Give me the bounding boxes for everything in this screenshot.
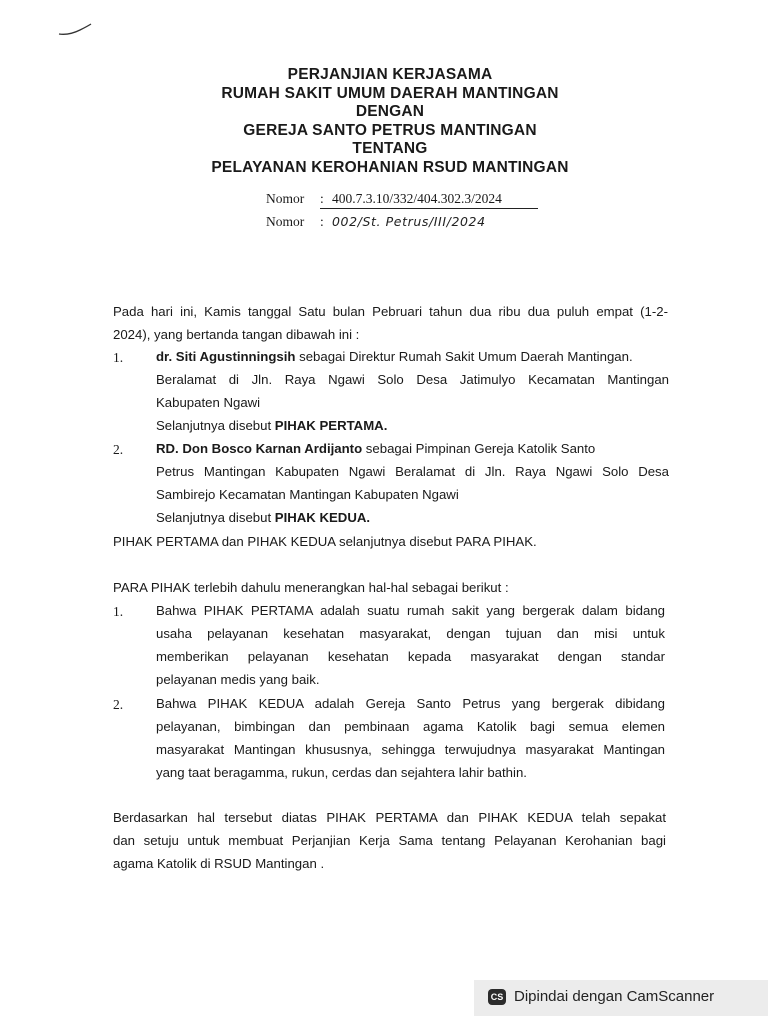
title-line: GEREJA SANTO PETRUS MANTINGAN [243, 121, 537, 139]
party1-number: 1. [113, 350, 124, 365]
party1-address: Beralamat di Jln. Raya Ngawi Solo Desa Jatimulyo Kecamatan Mantingan [156, 372, 669, 387]
party2-ref: PIHAK KEDUA. [274, 510, 371, 525]
nomor-row-1 [266, 191, 502, 207]
title-line: TENTANG [352, 140, 428, 157]
title-line: DENGAN [355, 103, 425, 120]
nomor-handwritten-value: 002/St. Petrus/III/2024 [332, 214, 486, 229]
party2-ref-prefix: Selanjutnya disebut [156, 510, 275, 525]
title-line: PELAYANAN KEROHANIAN RSUD MANTINGAN [211, 158, 569, 176]
party1-role: sebagai Direktur Rumah Sakit Umum Daerah Mantingan. [295, 349, 633, 364]
closing-line: Berdasarkan hal tersebut diatas PIHAK PERTAMA dan PIHAK KEDUA telah sepakat [113, 810, 666, 825]
party2-block [156, 437, 669, 529]
party1-block [156, 345, 669, 437]
nomor-row-2 [266, 214, 486, 230]
point1-line: memberikan pelayanan kesehatan kepada masyarakat dengan standar [156, 649, 665, 664]
opening-line: Pada hari ini, Kamis tanggal Satu bulan Pebruari tahun dua ribu dua puluh empat (1-2- [113, 304, 668, 319]
point1-block [156, 599, 665, 691]
nomor-value: 400.7.3.10/332/404.302.3/2024 [332, 191, 502, 206]
document-title [150, 66, 630, 177]
camscanner-logo-icon: CS [488, 989, 506, 1005]
nomor-colon: : [320, 214, 324, 229]
opening-line: 2024), yang bertanda tangan dibawah ini : [113, 327, 360, 342]
point1-line: Bahwa PIHAK PERTAMA adalah suatu rumah sakit yang bergerak dalam bidang [156, 603, 665, 618]
point2-line: pelayanan, bimbingan dan pembinaan agama Katolik bagi semua elemen [156, 719, 665, 734]
nomor-label: Nomor [266, 214, 305, 229]
closing-line: dan setuju untuk membuat Perjanjian Kerja Sama tentang Pelayanan Kerohanian bagi [113, 833, 666, 848]
title-line: PERJANJIAN KERJASAMA [287, 66, 493, 83]
party1-address: Kabupaten Ngawi [156, 395, 261, 410]
intro-statement [113, 576, 509, 599]
para-pihak-text: PIHAK PERTAMA dan PIHAK KEDUA selanjutnya disebut PARA PIHAK. [113, 534, 537, 549]
party2-role: sebagai Pimpinan Gereja Katolik Santo [362, 441, 596, 456]
opening-paragraph [113, 300, 668, 346]
party2-name: RD. Don Bosco Karnan Ardijanto [156, 441, 363, 456]
intro-text: PARA PIHAK terlebih dahulu menerangkan hal-hal sebagai berikut : [113, 580, 509, 595]
point2-line: masyarakat Mantingan khususnya, sehingga terwujudnya masyarakat Mantingan [156, 742, 665, 757]
party1-ref: PIHAK PERTAMA. [274, 418, 388, 433]
closing-line: agama Katolik di RSUD Mantingan . [113, 856, 325, 871]
point2-block [156, 692, 665, 784]
party2-address: Petrus Mantingan Kabupaten Ngawi Beralamat di Jln. Raya Ngawi Solo Desa [156, 464, 669, 479]
point1-number: 1. [113, 604, 124, 619]
nomor-colon: : [320, 191, 324, 206]
nomor-underline [320, 208, 538, 209]
party1-name: dr. Siti Agustinningsih [156, 349, 296, 364]
point2-number: 2. [113, 697, 124, 712]
point2-line: yang taat beragamma, rukun, cerdas dan sejahtera lahir bathin. [156, 765, 527, 780]
pen-mark [58, 22, 92, 38]
point2-line: Bahwa PIHAK KEDUA adalah Gereja Santo Petrus yang bergerak dibidang [156, 696, 665, 711]
party2-address: Sambirejo Kecamatan Mantingan Kabupaten Ngawi [156, 487, 459, 502]
party2-number: 2. [113, 442, 124, 457]
scanner-watermark [474, 980, 768, 1016]
party1-ref-prefix: Selanjutnya disebut [156, 418, 275, 433]
title-line: RUMAH SAKIT UMUM DAERAH MANTINGAN [221, 84, 559, 102]
point1-line: pelayanan medis yang baik. [156, 672, 320, 687]
para-pihak-statement [113, 530, 537, 553]
closing-paragraph [113, 806, 666, 875]
point1-line: usaha pelayanan kesehatan masyarakat, dengan tujuan dan misi untuk [156, 626, 665, 641]
nomor-label: Nomor [266, 191, 305, 206]
watermark-text: Dipindai dengan CamScanner [514, 988, 715, 1005]
